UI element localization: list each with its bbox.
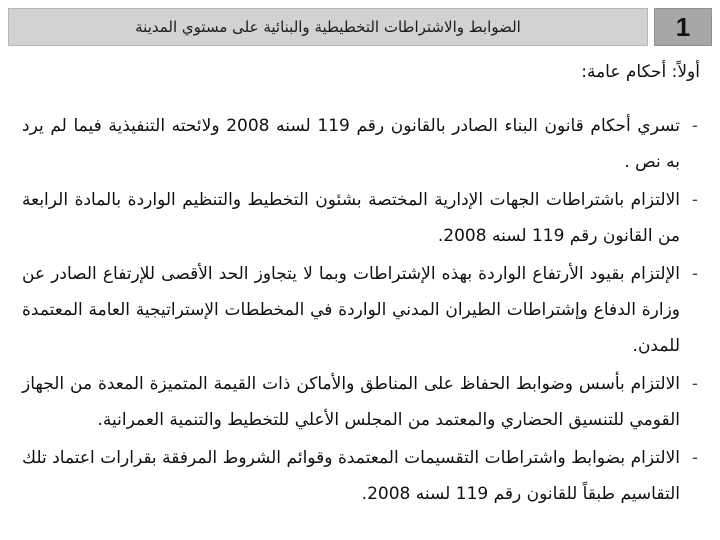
bullet-dash-icon: - [691, 448, 698, 468]
bullet-dash-icon: - [691, 116, 698, 136]
section-heading: أولاً: أحكام عامة: [581, 62, 700, 82]
header-title: الضوابط والاشتراطات التخطيطية والبنائية على مستوي المدينة [8, 8, 648, 46]
section-number-badge: 1 [654, 8, 712, 46]
list-item-text: الالتزام باشتراطات الجهات الإدارية المختصة بشئون التخطيط والتنظيم الواردة بالمادة الرابعة من القانون رقم 119 لسنه 2008. [22, 190, 680, 246]
bullet-dash-icon: - [691, 190, 698, 210]
list-item-text: الالتزام بضوابط واشتراطات التقسيمات المعتمدة وقوائم الشروط المرفقة بقرارات اعتماد تلك التقاسيم طبقاً للقانون رقم 119 لسنه 2008. [22, 448, 680, 504]
list-item [22, 256, 698, 364]
bullet-dash-icon: - [691, 264, 698, 284]
list-item [22, 182, 698, 254]
list-item [22, 440, 698, 512]
list-item-text: تسري أحكام قانون البناء الصادر بالقانون رقم 119 لسنه 2008 ولائحته التنفيذية فيما لم يرد به نص . [22, 116, 680, 172]
list-item-text: الإلتزام بقيود الأرتفاع الواردة بهذه الإشتراطات وبما لا يتجاوز الحد الأقصى للإرتفاع الصادر عن وزارة الدفاع وإشتراطات الطيران المدني الواردة في المخططات الإستراتيجية العامة المعتمدة للمدن. [22, 264, 680, 356]
list-item [22, 366, 698, 438]
header-bar [8, 8, 712, 46]
rules-list [22, 108, 698, 514]
list-item-text: الالتزام بأسس وضوابط الحفاظ على المناطق والأماكن ذات القيمة المتميزة المعدة من الجهاز القومي للتنسيق الحضاري والمعتمد من المجلس الأعلي للتخطيط والتنمية العمرانية. [22, 374, 680, 430]
list-item [22, 108, 698, 180]
bullet-dash-icon: - [691, 374, 698, 394]
